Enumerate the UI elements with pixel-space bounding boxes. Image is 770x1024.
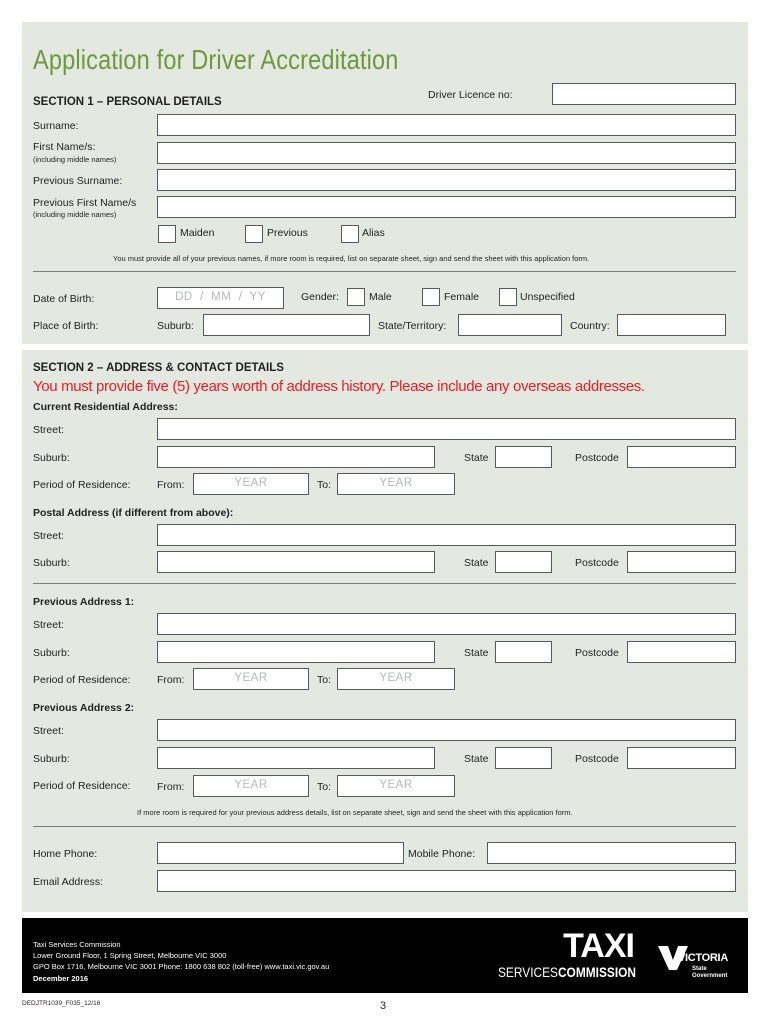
victoria-government: Government: [692, 973, 728, 979]
postal-state-field[interactable]: [495, 551, 552, 573]
form-code: DEDJTR1039_F035_12/16: [22, 1000, 101, 1007]
home-phone-field[interactable]: [157, 842, 404, 864]
address-note: If more room is required for your previous address details, list on separate sheet, sign and send the sheet with this application form.: [137, 808, 573, 817]
prev-first-names-label: Previous First Name/s: [33, 197, 137, 209]
pob-suburb-label: Suburb:: [157, 320, 194, 332]
mobile-phone-field[interactable]: [487, 842, 736, 864]
alias-label: Alias: [362, 227, 385, 239]
page-number: 3: [380, 1000, 387, 1012]
current-address-heading: Current Residential Address:: [33, 401, 178, 413]
address-warning: You must provide five (5) years worth of address history. Please include any overseas addresses.: [33, 378, 645, 395]
current-street-label: Street:: [33, 424, 64, 436]
prev1-postcode-field[interactable]: [627, 641, 736, 663]
prev2-state-field[interactable]: [495, 747, 552, 769]
prev1-state-field[interactable]: [495, 641, 552, 663]
first-names-note: (including middle names): [33, 155, 117, 164]
prev1-street-field[interactable]: [157, 613, 736, 635]
prev2-from-field[interactable]: [193, 775, 309, 797]
taxi-logo-commission: COMMISSION: [557, 964, 636, 980]
prev2-to-label: To:: [317, 781, 332, 793]
current-period-label: Period of Residence:: [33, 479, 131, 491]
country-field[interactable]: [617, 314, 726, 336]
prev2-address-heading: Previous Address 2:: [33, 702, 135, 714]
taxi-logo: [498, 928, 638, 988]
surname-label: Surname:: [33, 120, 79, 132]
section2-heading: SECTION 2 – ADDRESS & CONTACT DETAILS: [33, 362, 284, 374]
previous-label: Previous: [267, 227, 308, 239]
current-postcode-label: Postcode: [575, 452, 619, 464]
current-to-field[interactable]: [337, 473, 455, 495]
prev1-to-placeholder: YEAR: [379, 672, 413, 684]
footer-address2: GPO Box 1716, Melbourne VIC 3001 Phone: 1800 638 802 (toll-free) www.taxi.vic.gov.au: [33, 962, 330, 971]
maiden-label: Maiden: [180, 227, 215, 239]
footer-date: December 2016: [33, 974, 89, 983]
gender-label: Gender:: [301, 291, 339, 303]
prev1-period-label: Period of Residence:: [33, 674, 131, 686]
taxi-logo-word: TAXI: [563, 927, 634, 965]
dob-label: Date of Birth:: [33, 293, 95, 305]
current-suburb-field[interactable]: [157, 446, 435, 468]
prev2-to-field[interactable]: [337, 775, 455, 797]
names-note: You must provide all of your previous names, if more room is required, list on separate sheet, sign and send the sheet with this application form.: [113, 254, 590, 263]
prev2-street-label: Street:: [33, 725, 64, 737]
current-street-field[interactable]: [157, 418, 736, 440]
prev2-postcode-field[interactable]: [627, 747, 736, 769]
address-divider: [33, 826, 736, 827]
footer-org: Taxi Services Commission: [33, 940, 121, 949]
current-state-label: State: [464, 452, 489, 464]
section1-heading: SECTION 1 – PERSONAL DETAILS: [33, 96, 222, 108]
prev1-from-placeholder: YEAR: [234, 672, 268, 684]
dob-field[interactable]: [157, 287, 284, 309]
prev2-suburb-field[interactable]: [157, 747, 435, 769]
prev2-suburb-label: Suburb:: [33, 753, 70, 765]
footer-address1: Lower Ground Floor, 1 Spring Street, Melbourne VIC 3000: [33, 951, 227, 960]
victoria-state: State: [692, 966, 707, 972]
email-field[interactable]: [157, 870, 736, 892]
prev-first-names-field[interactable]: [157, 196, 736, 218]
current-state-field[interactable]: [495, 446, 552, 468]
prev-surname-label: Previous Surname:: [33, 175, 123, 187]
postal-address-heading: Postal Address (if different from above):: [33, 507, 234, 519]
pob-label: Place of Birth:: [33, 320, 99, 332]
prev1-from-field[interactable]: [193, 668, 309, 690]
current-from-field[interactable]: [193, 473, 309, 495]
taxi-logo-services: SERVICES: [498, 964, 558, 980]
prev-first-names-note: (including middle names): [33, 210, 117, 219]
country-label: Country:: [570, 320, 610, 332]
current-from-placeholder: YEAR: [234, 477, 268, 489]
postal-divider: [33, 583, 736, 584]
male-checkbox[interactable]: [347, 288, 365, 306]
licence-field[interactable]: [552, 83, 736, 105]
prev2-postcode-label: Postcode: [575, 753, 619, 765]
dob-placeholder: DD / MM / YY: [175, 291, 266, 303]
postal-suburb-label: Suburb:: [33, 557, 70, 569]
postal-street-field[interactable]: [157, 524, 736, 546]
prev1-street-label: Street:: [33, 619, 64, 631]
victoria-logo: [658, 938, 740, 986]
first-names-label: First Name/s:: [33, 141, 96, 153]
unspecified-label: Unspecified: [520, 291, 575, 303]
postal-postcode-field[interactable]: [627, 551, 736, 573]
victoria-word: VICTORIA: [678, 952, 728, 964]
postal-street-label: Street:: [33, 530, 64, 542]
prev2-to-placeholder: YEAR: [379, 779, 413, 791]
previous-checkbox[interactable]: [245, 225, 263, 243]
prev2-street-field[interactable]: [157, 719, 736, 741]
prev2-from-label: From:: [157, 781, 185, 793]
prev2-period-label: Period of Residence:: [33, 780, 131, 792]
prev2-from-placeholder: YEAR: [234, 779, 268, 791]
female-label: Female: [444, 291, 480, 303]
first-names-field[interactable]: [157, 142, 736, 164]
prev1-from-label: From:: [157, 674, 185, 686]
surname-field[interactable]: [157, 114, 736, 136]
current-from-label: From:: [157, 479, 185, 491]
licence-label: Driver Licence no:: [428, 89, 513, 101]
postal-suburb-field[interactable]: [157, 551, 435, 573]
current-to-label: To:: [317, 479, 332, 491]
male-label: Male: [369, 291, 392, 303]
current-suburb-label: Suburb:: [33, 452, 70, 464]
prev-surname-field[interactable]: [157, 169, 736, 191]
prev1-postcode-label: Postcode: [575, 647, 619, 659]
section1-divider: [33, 271, 736, 272]
home-phone-label: Home Phone:: [33, 848, 98, 860]
state-territory-field[interactable]: [458, 314, 562, 336]
form-title: Application for Driver Accreditation: [33, 44, 399, 75]
state-territory-label: State/Territory:: [378, 320, 447, 332]
prev1-to-field[interactable]: [337, 668, 455, 690]
email-label: Email Address:: [33, 876, 104, 888]
prev1-suburb-label: Suburb:: [33, 647, 70, 659]
mobile-phone-label: Mobile Phone:: [408, 848, 476, 860]
prev1-to-label: To:: [317, 674, 332, 686]
alias-checkbox[interactable]: [341, 225, 359, 243]
current-to-placeholder: YEAR: [379, 477, 413, 489]
postal-postcode-label: Postcode: [575, 557, 619, 569]
maiden-checkbox[interactable]: [158, 225, 176, 243]
taxi-logo-sub: [498, 964, 636, 980]
prev1-address-heading: Previous Address 1:: [33, 596, 135, 608]
unspecified-checkbox[interactable]: [499, 288, 517, 306]
female-checkbox[interactable]: [422, 288, 440, 306]
postal-state-label: State: [464, 557, 489, 569]
prev1-suburb-field[interactable]: [157, 641, 435, 663]
prev2-state-label: State: [464, 753, 489, 765]
pob-suburb-field[interactable]: [203, 314, 370, 336]
current-postcode-field[interactable]: [627, 446, 736, 468]
prev1-state-label: State: [464, 647, 489, 659]
footer: [22, 918, 748, 993]
